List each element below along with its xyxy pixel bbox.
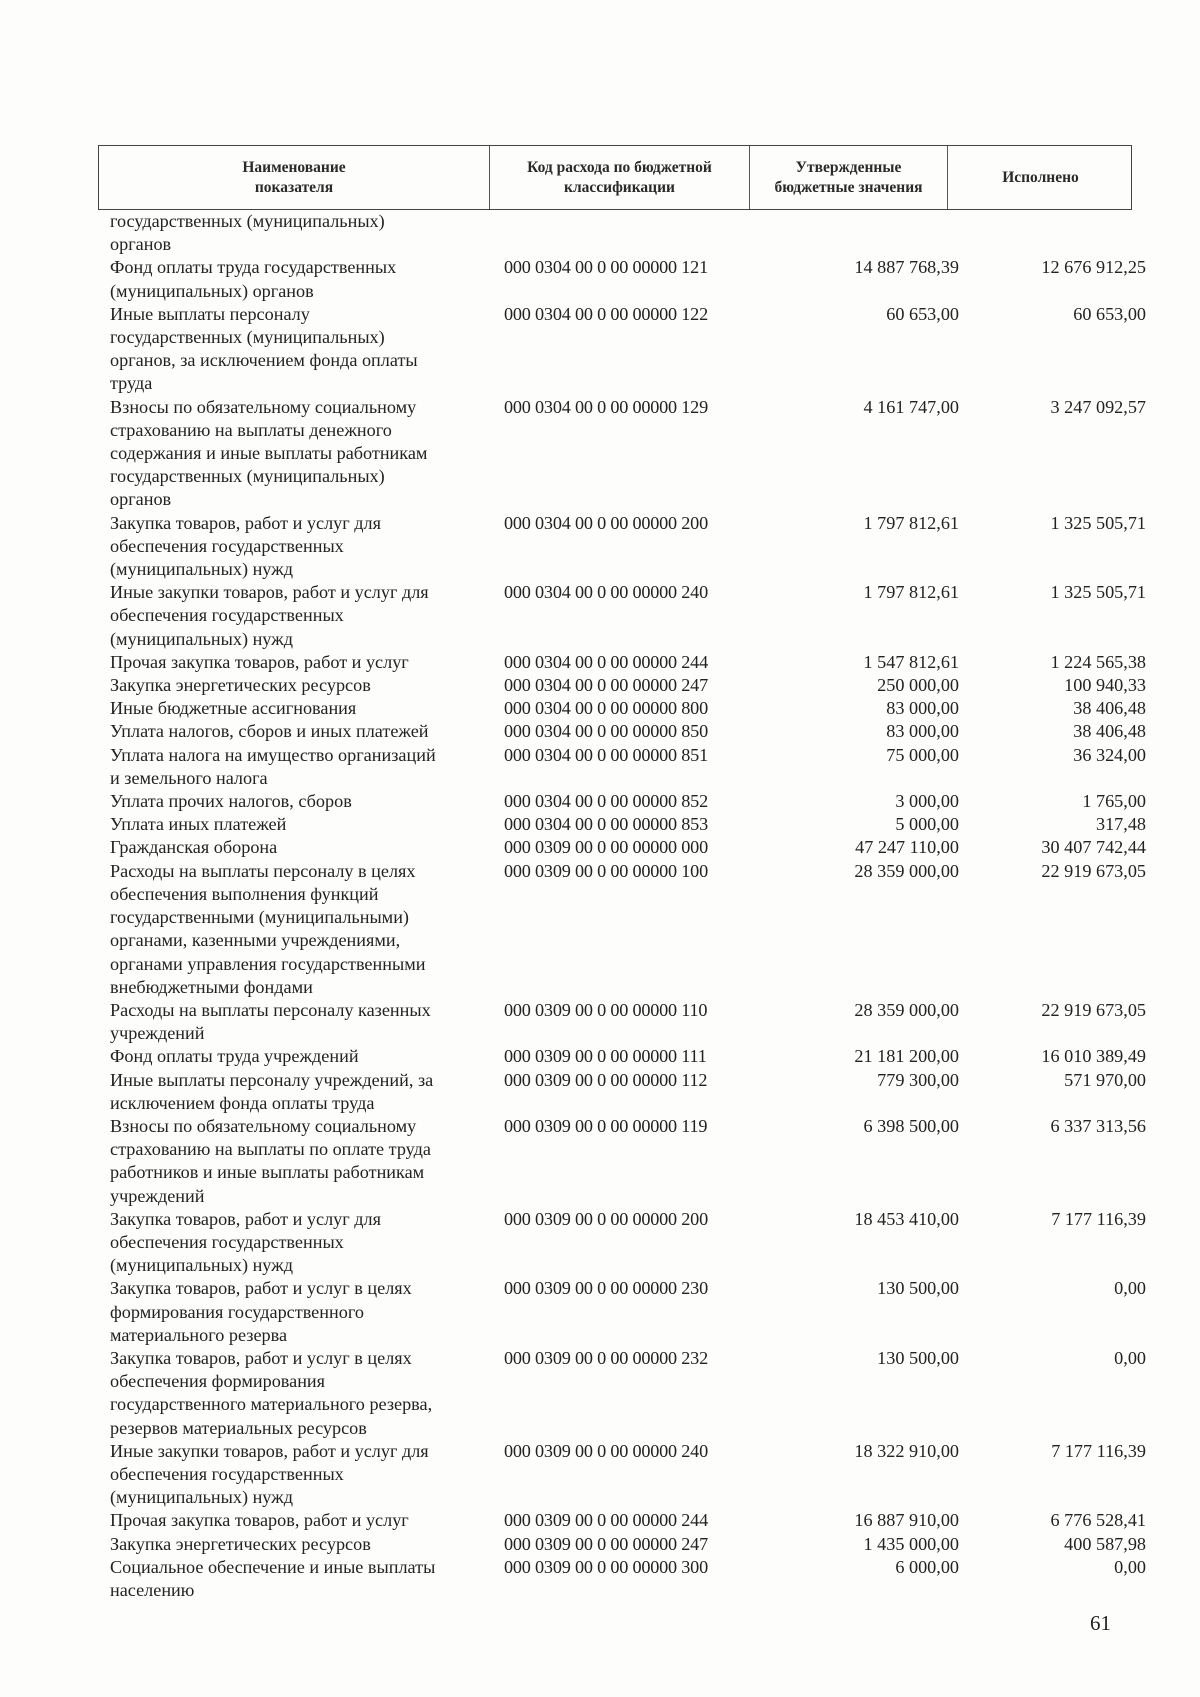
row-executed: 16 010 389,49	[1041, 1046, 1146, 1067]
row-approved: 18 453 410,00	[854, 1208, 959, 1229]
table-row	[0, 210, 1200, 256]
header-name: Наименование показателя	[99, 146, 490, 209]
table-row	[0, 396, 1200, 512]
row-code: 000 0309 00 0 00 00000 111	[504, 1046, 707, 1067]
row-code: 000 0304 00 0 00 00000 121	[504, 257, 708, 278]
row-name: Уплата иных платежей	[110, 814, 287, 835]
table-row	[0, 860, 1200, 999]
row-code: 000 0304 00 0 00 00000 129	[504, 396, 708, 417]
row-name: Расходы на выплаты персоналу казенных учреждений	[110, 999, 431, 1044]
header-approved: Утвержденные бюджетные значения	[750, 146, 948, 209]
row-name: Иные бюджетные ассигнования	[110, 698, 357, 719]
row-code: 000 0309 00 0 00 00000 300	[504, 1556, 708, 1577]
row-approved: 1 797 812,61	[863, 512, 959, 533]
row-executed: 3 247 092,57	[1050, 396, 1146, 417]
row-approved: 21 181 200,00	[854, 1046, 959, 1067]
table-row	[0, 1509, 1200, 1532]
row-executed: 60 653,00	[1073, 303, 1146, 324]
row-code: 000 0309 00 0 00 00000 240	[504, 1440, 708, 1461]
row-executed: 7 177 116,39	[1051, 1208, 1146, 1229]
row-code: 000 0304 00 0 00 00000 852	[504, 791, 708, 812]
row-code: 000 0304 00 0 00 00000 800	[504, 698, 708, 719]
row-approved: 250 000,00	[877, 675, 959, 696]
row-name: Гражданская оборона	[110, 837, 278, 858]
row-name: Иные выплаты персоналу государственных (муниципальных) органов, за исключением фонда оплаты труда	[110, 303, 418, 394]
row-name: Уплата налога на имущество организаций и земельного налога	[110, 744, 436, 788]
header-executed: Исполнено	[1002, 168, 1079, 186]
table-row	[0, 1533, 1200, 1556]
row-name: Уплата прочих налогов, сборов	[110, 791, 352, 812]
row-approved: 4 161 747,00	[863, 396, 959, 417]
row-code: 000 0309 00 0 00 00000 247	[504, 1533, 708, 1554]
table-row	[0, 651, 1200, 674]
row-executed: 22 919 673,05	[1041, 999, 1146, 1020]
table-header	[98, 145, 1132, 210]
row-name: Фонд оплаты труда государственных (муниципальных) органов	[110, 257, 397, 301]
row-approved: 14 887 768,39	[854, 257, 959, 278]
table-row	[0, 1069, 1200, 1115]
table-row	[0, 813, 1200, 836]
row-name: Прочая закупка товаров, работ и услуг	[110, 651, 409, 672]
row-code: 000 0304 00 0 00 00000 122	[504, 303, 708, 324]
row-executed	[967, 210, 1152, 256]
table-row	[0, 744, 1200, 790]
row-approved: 3 000,00	[895, 791, 959, 812]
table-row	[0, 1440, 1200, 1510]
table-row	[0, 697, 1200, 720]
row-executed: 6 776 528,41	[1050, 1510, 1146, 1531]
row-executed: 30 407 742,44	[1041, 837, 1146, 858]
row-name: Закупка энергетических ресурсов	[110, 675, 371, 696]
row-name: Закупка товаров, работ и услуг в целях обеспечения формирования государственного материального резерва, резервов материальных ресурсов	[110, 1347, 433, 1438]
row-code: 000 0309 00 0 00 00000 200	[504, 1208, 708, 1229]
table-body	[0, 210, 1200, 1602]
table-row	[0, 720, 1200, 743]
row-executed: 1 765,00	[1082, 791, 1146, 812]
row-approved: 130 500,00	[877, 1347, 959, 1368]
row-code: 000 0309 00 0 00 00000 110	[504, 999, 708, 1020]
row-approved: 60 653,00	[886, 303, 959, 324]
table-row	[0, 836, 1200, 859]
row-approved: 5 000,00	[895, 814, 959, 835]
row-name: Расходы на выплаты персоналу в целях обеспечения выполнения функций государственными (муниципальными) органами, казенными учреждениями, органами управления государственными внебюджетными фондами	[110, 860, 426, 997]
row-name: Уплата налогов, сборов и иных платежей	[110, 721, 429, 742]
row-name: Фонд оплаты труда учреждений	[110, 1046, 359, 1067]
row-code: 000 0309 00 0 00 00000 230	[504, 1278, 708, 1299]
row-approved: 1 797 812,61	[863, 582, 959, 603]
row-approved: 83 000,00	[886, 721, 959, 742]
row-name: Закупка энергетических ресурсов	[110, 1533, 371, 1554]
row-code	[490, 210, 765, 256]
row-name: государственных (муниципальных) органов	[110, 211, 385, 255]
row-code: 000 0304 00 0 00 00000 850	[504, 721, 708, 742]
row-executed: 100 940,33	[1064, 675, 1146, 696]
row-executed: 38 406,48	[1073, 721, 1146, 742]
row-code: 000 0304 00 0 00 00000 247	[504, 675, 708, 696]
row-approved: 28 359 000,00	[854, 860, 959, 881]
row-code: 000 0304 00 0 00 00000 244	[504, 651, 708, 672]
row-executed: 12 676 912,25	[1041, 257, 1146, 278]
row-executed: 1 224 565,38	[1050, 651, 1146, 672]
table-row	[0, 512, 1200, 582]
table-row	[0, 1347, 1200, 1440]
row-approved	[765, 210, 967, 256]
table-row	[0, 256, 1200, 302]
row-executed: 400 587,98	[1064, 1533, 1146, 1554]
row-code: 000 0309 00 0 00 00000 000	[504, 837, 708, 858]
page-number: 61	[1090, 1611, 1111, 1635]
row-executed: 571 970,00	[1064, 1069, 1146, 1090]
row-name: Иные закупки товаров, работ и услуг для обеспечения государственных (муниципальных) нужд	[110, 1440, 429, 1508]
row-approved: 75 000,00	[886, 744, 959, 765]
row-approved: 16 887 910,00	[854, 1510, 959, 1531]
table-row	[0, 674, 1200, 697]
row-name: Прочая закупка товаров, работ и услуг	[110, 1510, 409, 1531]
header-code: Код расхода по бюджетной классификации	[490, 146, 750, 209]
table-row	[0, 999, 1200, 1045]
row-approved: 18 322 910,00	[854, 1440, 959, 1461]
row-executed: 22 919 673,05	[1041, 860, 1146, 881]
row-code: 000 0309 00 0 00 00000 100	[504, 860, 708, 881]
row-name: Иные выплаты персоналу учреждений, за исключением фонда оплаты труда	[110, 1069, 434, 1113]
table-row	[0, 790, 1200, 813]
row-code: 000 0309 00 0 00 00000 119	[504, 1115, 708, 1136]
table-row	[0, 1277, 1200, 1347]
table-row	[0, 581, 1200, 651]
row-approved: 130 500,00	[877, 1278, 959, 1299]
row-code: 000 0304 00 0 00 00000 240	[504, 582, 708, 603]
row-executed: 36 324,00	[1073, 744, 1146, 765]
row-name: Социальное обеспечение и иные выплаты населению	[110, 1556, 436, 1600]
row-name: Закупка товаров, работ и услуг для обеспечения государственных (муниципальных) нужд	[110, 1208, 381, 1276]
table-row	[0, 1045, 1200, 1068]
row-code: 000 0309 00 0 00 00000 232	[504, 1347, 708, 1368]
row-name: Иные закупки товаров, работ и услуг для обеспечения государственных (муниципальных) нужд	[110, 582, 429, 649]
row-code: 000 0309 00 0 00 00000 244	[504, 1510, 708, 1531]
table-row	[0, 1115, 1200, 1208]
row-executed: 1 325 505,71	[1050, 512, 1146, 533]
row-executed: 6 337 313,56	[1050, 1115, 1146, 1136]
row-executed: 38 406,48	[1073, 698, 1146, 719]
table-row	[0, 303, 1200, 396]
row-name: Взносы по обязательному социальному страхованию на выплаты денежного содержания и иные выплаты работникам государственных (муниципальных) органов	[110, 396, 428, 510]
row-name: Взносы по обязательному социальному страхованию на выплаты по оплате труда работников и иные выплаты работникам учреждений	[110, 1115, 431, 1206]
row-approved: 6 000,00	[895, 1556, 959, 1577]
row-approved: 779 300,00	[877, 1069, 959, 1090]
row-approved: 83 000,00	[886, 698, 959, 719]
row-code: 000 0304 00 0 00 00000 200	[504, 512, 708, 533]
row-code: 000 0309 00 0 00 00000 112	[504, 1069, 708, 1090]
row-approved: 6 398 500,00	[863, 1115, 959, 1136]
table-row	[0, 1556, 1200, 1602]
row-approved: 1 547 812,61	[863, 651, 959, 672]
row-code: 000 0304 00 0 00 00000 851	[504, 744, 708, 765]
row-name: Закупка товаров, работ и услуг в целях формирования государственного материального резерва	[110, 1278, 412, 1345]
row-executed: 1 325 505,71	[1050, 582, 1146, 603]
row-executed: 0,00	[1114, 1278, 1146, 1299]
row-name: Закупка товаров, работ и услуг для обеспечения государственных (муниципальных) нужд	[110, 512, 381, 580]
row-approved: 1 435 000,00	[863, 1533, 959, 1554]
row-approved: 28 359 000,00	[854, 999, 959, 1020]
row-code: 000 0304 00 0 00 00000 853	[504, 814, 708, 835]
row-executed: 7 177 116,39	[1051, 1440, 1146, 1461]
table-row	[0, 1208, 1200, 1278]
row-approved: 47 247 110,00	[855, 837, 959, 858]
row-executed: 0,00	[1114, 1347, 1146, 1368]
row-executed: 0,00	[1114, 1556, 1146, 1577]
row-executed: 317,48	[1095, 814, 1146, 835]
